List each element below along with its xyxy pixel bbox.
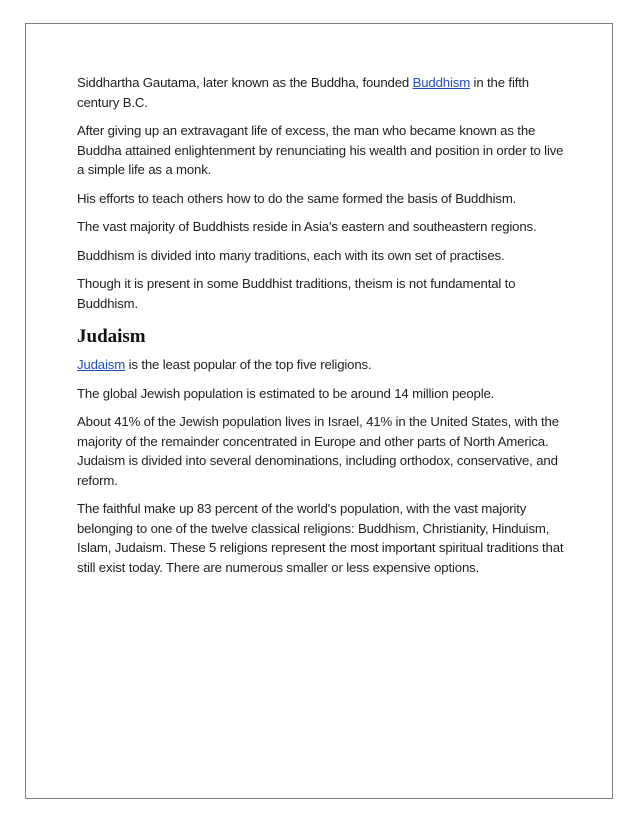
- judaism-paragraph-1: [77, 355, 565, 375]
- buddhism-paragraph-2: After giving up an extravagant life of excess, the man who became known as the Buddha attained enlightenment by renunciating his wealth and position in order to live a simple life as a monk.: [77, 123, 564, 177]
- document-body: [77, 73, 565, 586]
- buddhism-paragraph-4: The vast majority of Buddhists reside in Asia's eastern and southeastern regions.: [77, 219, 537, 234]
- document-page: [25, 23, 613, 799]
- buddhism-paragraph-3: His efforts to teach others how to do the same formed the basis of Buddhism.: [77, 190, 517, 206]
- buddhism-p1-after: in the fifth century B.C.: [77, 75, 529, 110]
- buddhism-paragraph-6: Though it is present in some Buddhist traditions, theism is not fundamental to Buddhism.: [77, 276, 516, 311]
- buddhism-paragraph-1: [77, 73, 565, 112]
- buddhism-paragraph-5: Buddhism is divided into many traditions, each with its own set of practises.: [77, 247, 505, 263]
- buddhism-p1-before: Siddhartha Gautama, later known as the Buddha, founded: [77, 75, 413, 90]
- judaism-paragraph-4: The faithful make up 83 percent of the world's population, with the vast majority belonging to one of the twelve classical religions: Buddhism, Christianity, Hinduism, Islam, Judaism. These 5 religions represent the most important spiritual traditions that still exist today. There are numerous smaller or less expensive options.: [77, 501, 564, 575]
- judaism-heading: Judaism: [77, 326, 146, 347]
- judaism-paragraph-3: About 41% of the Jewish population lives in Israel, 41% in the United States, with the majority of the remainder concentrated in Europe and other parts of North America. Judaism is divided into several denominations, including orthodox, conservative, and reform.: [77, 414, 559, 488]
- buddhism-link[interactable]: Buddhism: [412, 75, 471, 90]
- judaism-p1-after: is the least popular of the top five religions.: [125, 357, 372, 372]
- judaism-link[interactable]: Judaism: [77, 357, 126, 372]
- judaism-paragraph-2: The global Jewish population is estimated to be around 14 million people.: [77, 385, 495, 401]
